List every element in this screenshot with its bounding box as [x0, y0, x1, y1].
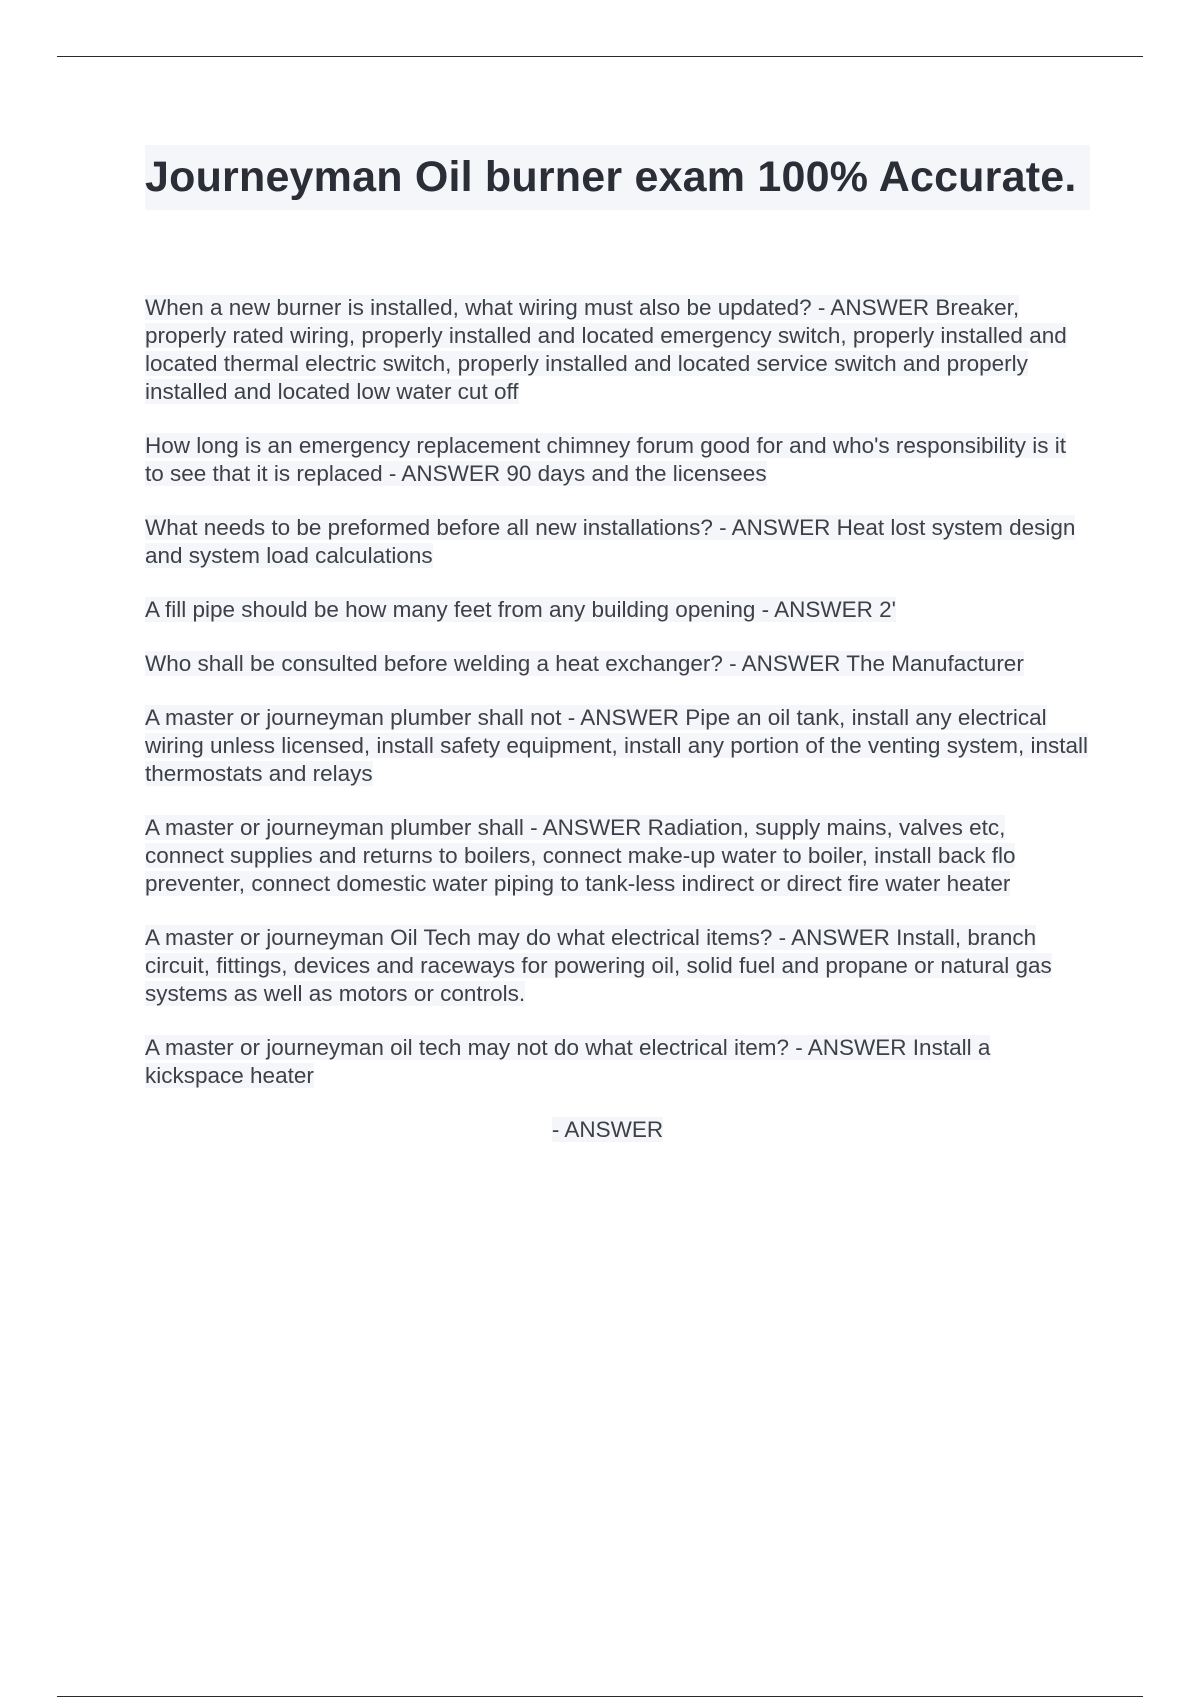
- qa-text: How long is an emergency replacement chimney forum good for and who's responsibility is it to see that it is replaced - ANSWER 90 days and the licensees: [145, 433, 1066, 486]
- qa-item: [145, 924, 1090, 1008]
- qa-list: [145, 294, 1090, 1144]
- trailing-answer-text: - ANSWER: [551, 1117, 664, 1142]
- qa-text: A master or journeyman oil tech may not do what electrical item? - ANSWER Install a kickspace heater: [145, 1035, 991, 1088]
- qa-item: [145, 432, 1090, 488]
- document-body: [145, 145, 1090, 1144]
- qa-item: [145, 704, 1090, 788]
- qa-item: [145, 294, 1090, 406]
- qa-text: Who shall be consulted before welding a heat exchanger? - ANSWER The Manufacturer: [145, 651, 1024, 676]
- qa-item: [145, 1034, 1090, 1090]
- qa-text: A fill pipe should be how many feet from any building opening - ANSWER 2': [145, 597, 896, 622]
- document-title: Journeyman Oil burner exam 100% Accurate.: [145, 153, 1077, 201]
- top-rule: [57, 56, 1143, 57]
- qa-text: A master or journeyman Oil Tech may do what electrical items? - ANSWER Install, branch circuit, fittings, devices and raceways for powering oil, solid fuel and propane or natural gas systems as well as motors or controls.: [145, 925, 1052, 1006]
- qa-text: A master or journeyman plumber shall not - ANSWER Pipe an oil tank, install any electrical wiring unless licensed, install safety equipment, install any portion of the venting system, install thermostats and relays: [145, 705, 1088, 786]
- qa-item: [145, 814, 1090, 898]
- title-block: [145, 145, 1090, 210]
- bottom-rule: [57, 1696, 1143, 1697]
- qa-text: A master or journeyman plumber shall - ANSWER Radiation, supply mains, valves etc, connect supplies and returns to boilers, connect make-up water to boiler, install back flo preventer, connect domestic water piping to tank-less indirect or direct fire water heater: [145, 815, 1016, 896]
- trailing-answer: [145, 1116, 1090, 1144]
- qa-item: [145, 514, 1090, 570]
- qa-text: When a new burner is installed, what wiring must also be updated? - ANSWER Breaker, properly rated wiring, properly installed and located emergency switch, properly installed and located thermal electric switch, properly installed and located service switch and properly installed and located low water cut off: [145, 295, 1067, 404]
- qa-text: What needs to be preformed before all new installations? - ANSWER Heat lost system design and system load calculations: [145, 515, 1076, 568]
- qa-item: [145, 596, 1090, 624]
- qa-item: [145, 650, 1090, 678]
